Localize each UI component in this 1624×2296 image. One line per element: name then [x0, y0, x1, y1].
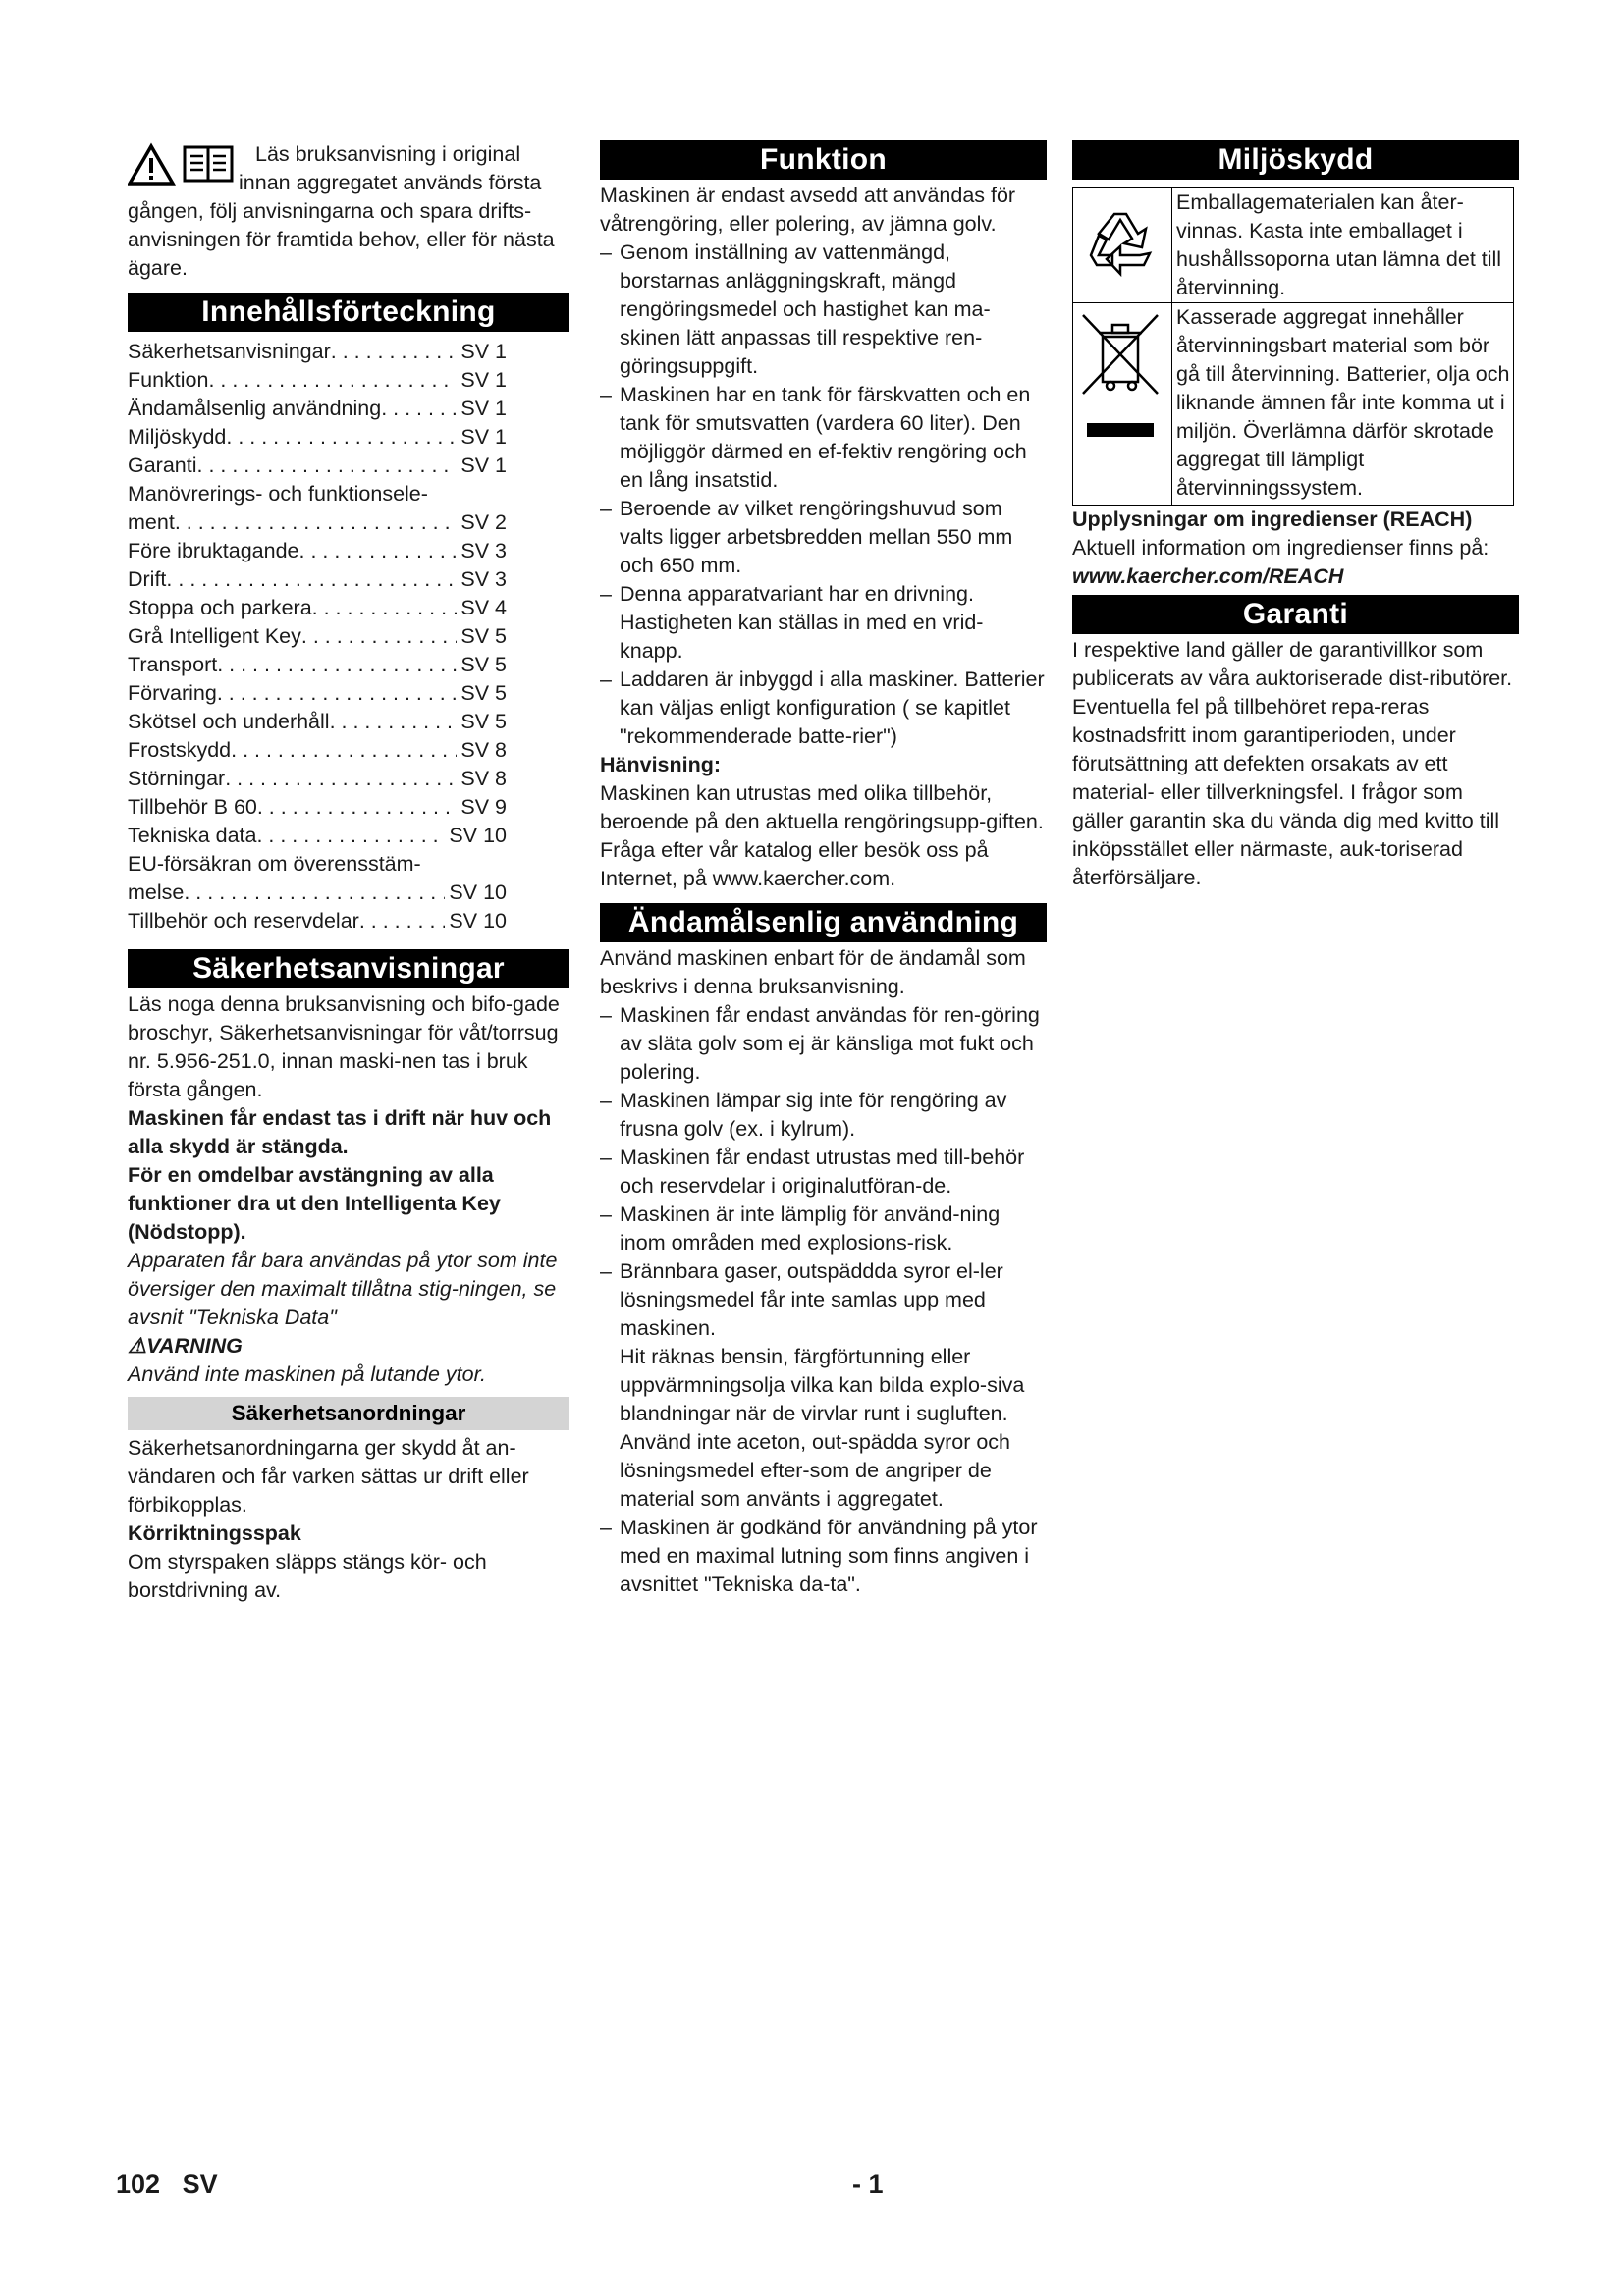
disposal-row: [1073, 302, 1513, 505]
safety-emergency-stop-notice: För en omdelbar avstängning av alla funktioner dra ut den Intelligenta Key (Nödstopp).: [128, 1163, 501, 1244]
toc-item: Garanti . . . SV 1: [128, 452, 507, 480]
packaging-text: Emballagematerialen kan åter-vinnas. Kasta inte emballaget i hushållssoporna utan lämna det till återvinning.: [1176, 190, 1502, 299]
reach-link: www.kaercher.com/REACH: [1072, 564, 1344, 588]
function-heading: Funktion: [600, 140, 1047, 180]
environment-heading: Miljöskydd: [1072, 140, 1519, 180]
toc-item: Före ibruktagande . . . SV 3: [128, 537, 507, 565]
list-item: – Laddaren är inbyggd i alla maskiner. Batterier kan väljas enligt konfiguration ( se kapitlet "rekommenderade batte-rier"): [600, 667, 1045, 748]
intro-line1: Läs bruksanvisning i original: [255, 142, 521, 166]
safety-bold-notice: Maskinen får endast tas i drift när huv och alla skydd är stängda.: [128, 1106, 552, 1158]
footer-page-number: 102 SV: [116, 2169, 218, 2199]
intro-notice: [128, 140, 569, 283]
toc-item: ment . . . SV 2: [128, 508, 507, 537]
warranty-text: I respektive land gäller de garantivillkor som publicerats av våra auktoriserade dist-ributörer. Eventuella fel på tillbehöret repa-reras kostnadsfritt inom garantiperioden, under förutsättning att defekten orsakats av ett material- eller tillverkningsfel. I frågor som gäller garantin ska du vända dig med kvitto till inköpsstället eller närmaste, auk-toriserad återförsäljare.: [1072, 638, 1513, 889]
table-of-contents: [128, 338, 569, 935]
intro-line2: innan aggregatet används första: [239, 171, 542, 194]
toc-item: Förvaring . . . SV 5: [128, 679, 507, 708]
warning-triangle-icon: ⚠: [128, 1334, 147, 1358]
toc-item: Störningar . . . SV 8: [128, 765, 507, 793]
safety-slope-notice: Apparaten får bara användas på ytor som inte översiger den maximalt tillåtna stig-ningen, se avsnit "Tekniska Data": [128, 1249, 558, 1329]
toc-item-wrap-line: EU-försäkran om överensstäm-: [128, 852, 421, 876]
warranty-heading: Garanti: [1072, 595, 1519, 634]
packaging-row: [1073, 188, 1513, 302]
list-item: – Maskinen är inte lämplig för använd-ning inom områden med explosions-risk.: [600, 1202, 1001, 1255]
note-label: Hänvisning:: [600, 753, 722, 776]
toc-item: Skötsel och underhåll . . . SV 5: [128, 708, 507, 736]
crossed-bin-icon: [1073, 303, 1172, 505]
list-item: – Maskinen är godkänd för användning på ytor med en maximal lutning som finns angiven i avsnittet "Tekniska da-ta".: [600, 1516, 1038, 1596]
toc-item-wrap-line: Manövrerings- och funktionsele-: [128, 482, 428, 506]
recycling-icon: [1073, 188, 1172, 302]
intro-rest: gången, följ anvisningarna och spara drifts-anvisningen för framtida behov, eller för nästa ägare.: [128, 199, 555, 280]
list-item: – Maskinen får endast användas för ren-göring av släta golv som ej är känsliga mot fukt och polering.: [600, 1003, 1040, 1084]
toc-item: Ändamålsenlig användning . . . SV 1: [128, 395, 507, 423]
note-text: Maskinen kan utrustas med olika tillbehör, beroende på den aktuella rengöringsupp-giften.: [600, 781, 1044, 833]
list-item-continuation: Hit räknas bensin, färgförtunning eller uppvärmningsolja vilka kan bilda explo-siva blandningar när de virvlar runt i sugluften. Använd inte aceton, out-spädda syror och lösningsmedel efter-som de angriper de material som använts i aggregatet.: [620, 1345, 1025, 1511]
list-item: – Brännbara gaser, outspäddda syror el-ler lösningsmedel får inte samlas upp med maskinen.: [600, 1259, 1003, 1340]
toc-item: Tillbehör B 60 . . . SV 9: [128, 793, 507, 822]
catalog-text: Fråga efter vår katalog eller besök oss på Internet, på www.kaercher.com.: [600, 838, 989, 890]
safety-heading: Säkerhetsanvisningar: [128, 949, 569, 988]
list-item: – Maskinen har en tank för färskvatten och en tank för smutsvatten (vardera 60 liter). Den möjliggör därmed en ef-fektiv rengöring och en lång insatstid.: [600, 383, 1031, 492]
toc-item: Transport . . . SV 5: [128, 651, 507, 679]
reach-heading: Upplysningar om ingredienser (REACH): [1072, 507, 1473, 531]
toc-item: Tillbehör och reservdelar . . . SV 10: [128, 907, 507, 935]
footer-page-label: - 1: [852, 2169, 884, 2199]
disposal-text: Kasserade aggregat innehåller återvinningsbart material som bör gå till återvinning. Batterier, olja och liknande ämnen får inte komma ut i miljön. Överlämna därför skrotade aggregat till lämpligt återvinningssystem.: [1176, 305, 1510, 500]
toc-item: Miljöskydd . . . SV 1: [128, 423, 507, 452]
toc-item: Stoppa och parkera . . . SV 4: [128, 594, 507, 622]
list-item: – Maskinen lämpar sig inte för rengöring av frusna golv (ex. i kylrum).: [600, 1089, 1007, 1141]
toc-item: melse . . . SV 10: [128, 879, 507, 907]
usage-heading: Ändamålsenlig användning: [600, 903, 1047, 942]
list-item: – Maskinen får endast utrustas med till-behör och reservdelar i originalutföran-de.: [600, 1146, 1025, 1198]
drive-lever-heading: Körriktningsspak: [128, 1522, 301, 1545]
reach-text: Aktuell information om ingredienser finns på:: [1072, 536, 1489, 560]
toc-item: Drift . . . SV 3: [128, 565, 507, 594]
list-item: – Genom inställning av vattenmängd, borstarnas anläggningskraft, mängd rengöringsmedel och hastighet kan ma-skinen lätt anpassas till respektive ren-göringsuppgift.: [600, 240, 991, 378]
warning-text: Använd inte maskinen på lutande ytor.: [128, 1362, 486, 1386]
environment-box: [1072, 187, 1514, 506]
toc-item: Säkerhetsanvisningar . . . SV 1: [128, 338, 507, 366]
footer-language: SV: [182, 2169, 218, 2199]
manual-book-icon: [183, 144, 234, 184]
toc-heading: Innehållsförteckning: [128, 293, 569, 332]
toc-item: Grå Intelligent Key . . . SV 5: [128, 622, 507, 651]
toc-item: Funktion . . . SV 1: [128, 366, 507, 395]
safety-paragraph: Läs noga denna bruksanvisning och bifo-gade broschyr, Säkerhetsanvisningar för våt/torrsug nr. 5.956-251.0, innan maski-nen tas i bruk första gången.: [128, 992, 560, 1101]
toc-item: Tekniska data . . . SV 10: [128, 822, 507, 850]
safety-devices-paragraph: Säkerhetsanordningarna ger skydd åt an-vändaren och får varken sättas ur drift eller förbikopplas.: [128, 1436, 529, 1517]
drive-lever-paragraph: Om styrspaken släpps stängs kör- och borstdrivning av.: [128, 1550, 487, 1602]
column-left: [128, 140, 569, 1605]
usage-intro: Använd maskinen enbart för de ändamål som beskrivs i denna bruksanvisning.: [600, 946, 1026, 998]
function-intro: Maskinen är endast avsedd att användas för våtrengöring, eller polering, av jämna golv.: [600, 184, 1016, 236]
list-item: – Beroende av vilket rengöringshuvud som valts ligger arbetsbredden mellan 550 mm och 650 mm.: [600, 497, 1013, 577]
warning-label: ⚠VARNING: [128, 1334, 243, 1358]
safety-devices-heading: Säkerhetsanordningar: [128, 1397, 569, 1430]
toc-item: Frostskydd . . . SV 8: [128, 736, 507, 765]
list-item: – Denna apparatvariant har en drivning. Hastigheten kan ställas in med en vrid-knapp.: [600, 582, 984, 663]
column-right: [1072, 140, 1519, 892]
column-middle: [600, 140, 1047, 1599]
